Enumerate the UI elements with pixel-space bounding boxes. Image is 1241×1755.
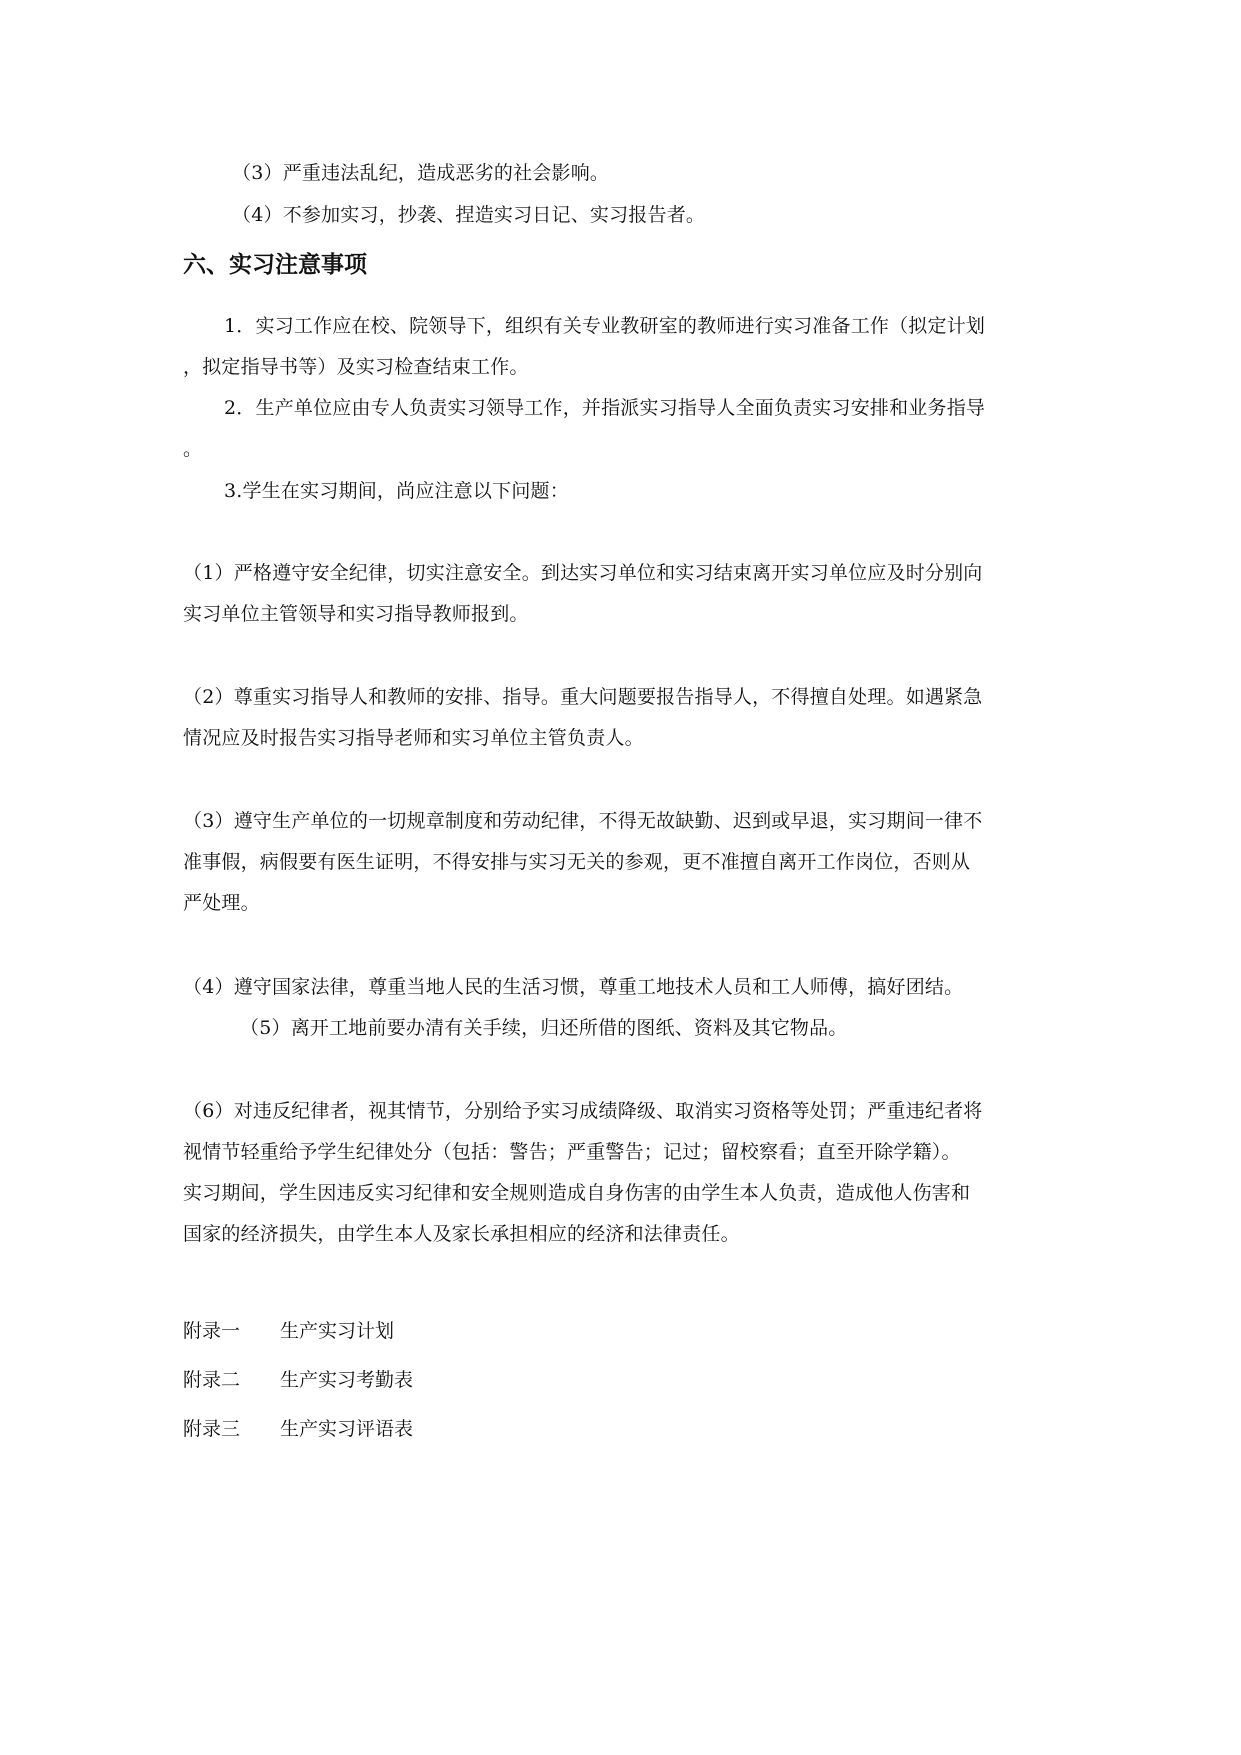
intro-item-4: （4）不参加实习，抄袭、捏造实习日记、实习报告者。	[232, 204, 706, 226]
appendix-1-label: 附录一	[183, 1320, 241, 1342]
note-2-line-1: 2．生产单位应由专人负责实习领导工作，并指派实习指导人全面负责实习安排和业务指导	[224, 397, 986, 419]
rule-3-line-2: 准事假，病假要有医生证明，不得安排与实习无关的参观，更不准擅自离开工作岗位，否则从	[183, 851, 971, 873]
section-heading: 六、实习注意事项	[183, 252, 367, 278]
appendix-3-label: 附录三	[183, 1418, 241, 1440]
appendix-1-title: 生产实习计划	[280, 1320, 395, 1342]
rule-1-line-1: （1）严格遵守安全纪律，切实注意安全。到达实习单位和实习结束离开实习单位应及时分别向	[183, 562, 983, 584]
note-1-line-1: 1．实习工作应在校、院领导下，组织有关专业教研室的教师进行实习准备工作（拟定计划	[224, 315, 986, 337]
appendix-2-label: 附录二	[183, 1369, 241, 1391]
note-2-line-2: 。	[183, 438, 203, 460]
rule-6-line-2: 视情节轻重给予学生纪律处分（包括：警告；严重警告；记过；留校察看；直至开除学籍）。	[183, 1141, 961, 1163]
rule-6-line-4: 国家的经济损失，由学生本人及家长承担相应的经济和法律责任。	[183, 1223, 740, 1245]
rule-2-line-2: 情况应及时报告实习指导老师和实习单位主管负责人。	[183, 727, 644, 749]
rule-3-line-1: （3）遵守生产单位的一切规章制度和劳动纪律，不得无故缺勤、迟到或早退，实习期间一律不	[183, 810, 983, 832]
rule-5: （5）离开工地前要办清有关手续，归还所借的图纸、资料及其它物品。	[240, 1017, 848, 1039]
note-3: 3.学生在实习期间，尚应注意以下问题：	[224, 480, 569, 502]
rule-1-line-2: 实习单位主管领导和实习指导教师报到。	[183, 603, 529, 625]
intro-item-3: （3）严重违法乱纪，造成恶劣的社会影响。	[232, 162, 610, 184]
appendix-3-title: 生产实习评语表	[280, 1418, 414, 1440]
rule-6-line-3: 实习期间，学生因违反实习纪律和安全规则造成自身伤害的由学生本人负责，造成他人伤害和	[183, 1182, 971, 1204]
rule-2-line-1: （2）尊重实习指导人和教师的安排、指导。重大问题要报告指导人，不得擅自处理。如遇紧急	[183, 686, 983, 708]
rule-6-line-1: （6）对违反纪律者，视其情节，分别给予实习成绩降级、取消实习资格等处罚；严重违纪者将	[183, 1100, 983, 1122]
rule-4: （4）遵守国家法律，尊重当地人民的生活习惯，尊重工地技术人员和工人师傅，搞好团结。	[183, 976, 964, 998]
rule-3-line-3: 严处理。	[183, 892, 260, 914]
appendix-2-title: 生产实习考勤表	[280, 1369, 414, 1391]
note-1-line-2: ，拟定指导书等）及实习检查结束工作。	[183, 356, 529, 378]
